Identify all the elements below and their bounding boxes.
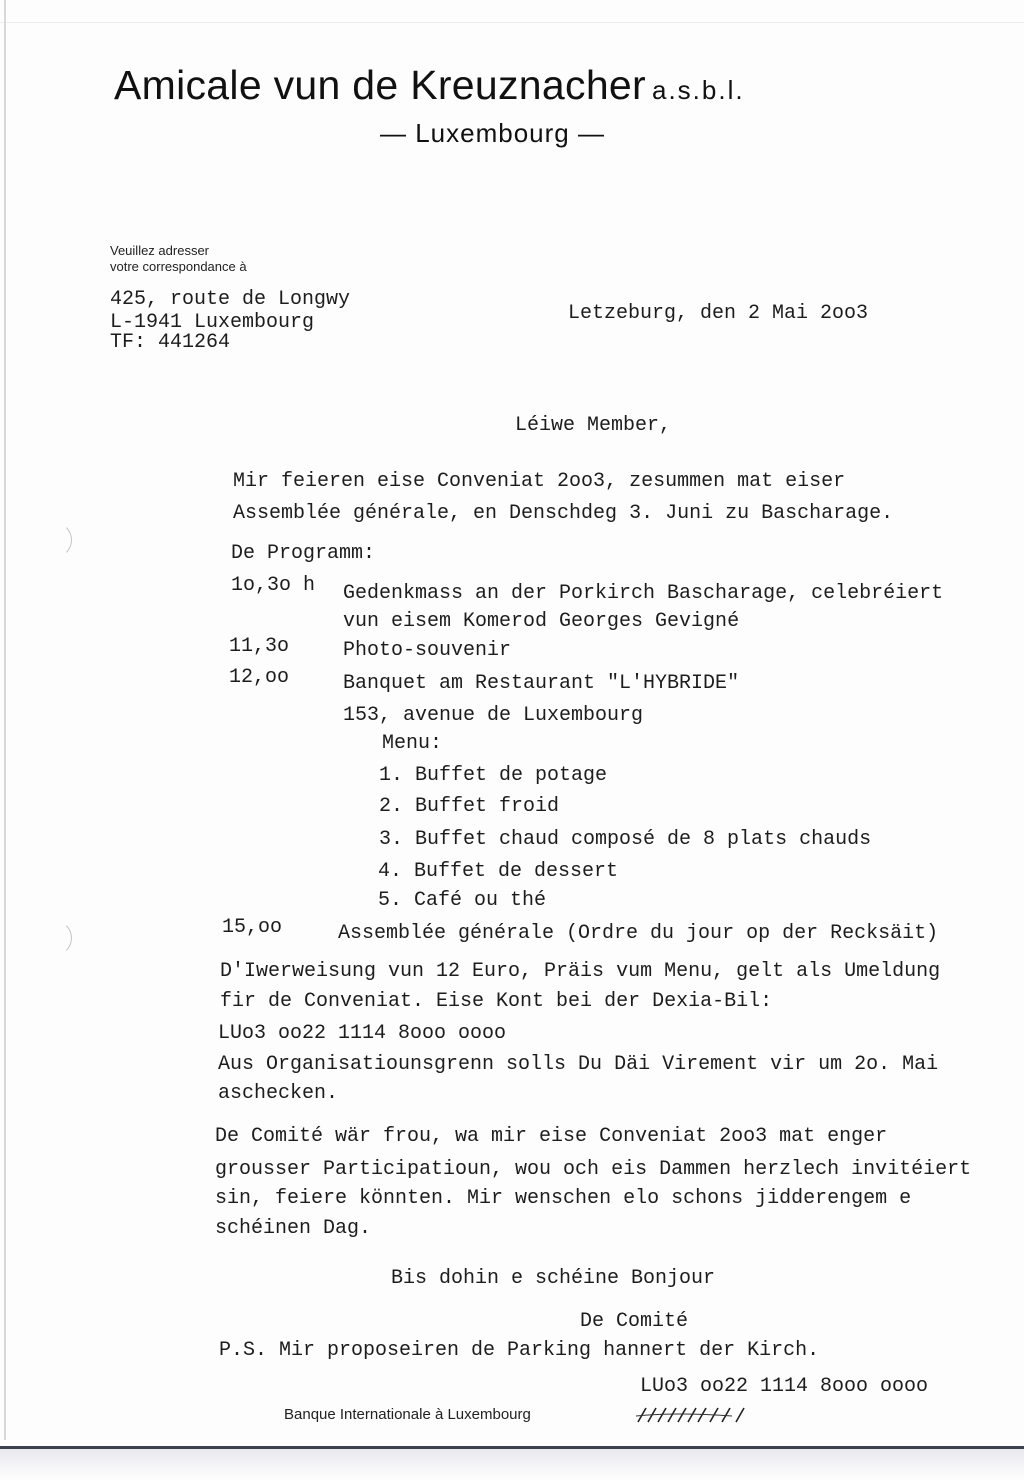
- payment-line: aschecken.: [218, 1082, 339, 1105]
- punch-hole-mark: [36, 522, 72, 558]
- menu-item: 5. Café ou thé: [378, 889, 547, 912]
- program-item-text: Gedenkmass an der Porkirch Bascharage, celebréiert: [343, 582, 944, 605]
- page-left-edge: [4, 0, 6, 1440]
- address-street: 425, route de Longwy: [110, 288, 351, 311]
- menu-item: 3. Buffet chaud composé de 8 plats chauds: [379, 828, 872, 851]
- date-line: Letzeburg, den 2 Mai 2oo3: [568, 302, 869, 325]
- footer-account-number: LUo3 oo22 1114 8ooo oooo: [640, 1375, 929, 1398]
- program-time: 11,3o: [229, 635, 290, 658]
- bank-account-number: LUo3 oo22 1114 8ooo oooo: [218, 1022, 507, 1045]
- correspondence-label-line2: votre correspondance à: [110, 259, 247, 274]
- salutation: Léiwe Member,: [515, 414, 672, 437]
- organization-title: Amicale vun de Kreuznacher: [114, 62, 646, 108]
- page-top-edge: [0, 22, 1024, 23]
- menu-heading: Menu:: [382, 732, 443, 755]
- farewell: Bis dohin e schéine Bonjour: [391, 1267, 716, 1290]
- organization-suffix: a.s.b.l.: [651, 75, 745, 105]
- postscript: P.S. Mir proposeiren de Parking hannert der Kirch.: [219, 1339, 820, 1362]
- address-phone: TF: 441264: [110, 331, 231, 354]
- closing-line: sin, feiere könnten. Mir wenschen elo schons jidderengem e: [215, 1187, 912, 1210]
- program-item-text: vun eisem Komerod Georges Gevigné: [343, 610, 740, 633]
- program-item-text: Banquet am Restaurant "L'HYBRIDE": [343, 672, 740, 695]
- scan-bottom-shadow: [0, 1449, 1024, 1482]
- closing-line: De Comité wär frou, wa mir eise Conveniat 2oo3 mat enger: [215, 1125, 888, 1148]
- address-postal: L-1941 Luxembourg: [110, 311, 315, 334]
- organization-name: [114, 62, 745, 109]
- punch-hole-mark: [36, 920, 72, 956]
- organization-city: — Luxembourg —: [380, 118, 605, 148]
- correspondence-label-line1: Veuillez adresser: [110, 243, 209, 258]
- program-time: 12,oo: [229, 666, 290, 689]
- program-time: 15,oo: [222, 916, 283, 939]
- menu-item: 2. Buffet froid: [379, 795, 560, 818]
- menu-item: 4. Buffet de dessert: [378, 860, 619, 883]
- program-item-text: Assemblée générale (Ordre du jour op der Recksäit): [338, 922, 939, 945]
- program-heading: De Programm:: [231, 542, 376, 565]
- menu-item: 1. Buffet de potage: [379, 764, 608, 787]
- struck-through-handwriting: [636, 1404, 756, 1426]
- signature: De Comité: [580, 1310, 689, 1333]
- footer-bank-name: Banque Internationale à Luxembourg: [284, 1406, 531, 1423]
- program-item-text: Photo-souvenir: [343, 639, 512, 662]
- program-item-text: 153, avenue de Luxembourg: [343, 704, 644, 727]
- program-time: 1o,3o h: [231, 574, 316, 597]
- closing-line: schéinen Dag.: [215, 1217, 372, 1240]
- payment-line: Aus Organisatiounsgrenn solls Du Däi Virement vir um 2o. Mai: [218, 1053, 939, 1076]
- intro-line: Mir feieren eise Conveniat 2oo3, zesummen mat eiser: [233, 470, 846, 493]
- closing-line: grousser Participatioun, wou och eis Dammen herzlech invitéiert: [215, 1158, 972, 1181]
- intro-line: Assemblée générale, en Denschdeg 3. Juni zu Bascharage.: [233, 502, 894, 525]
- payment-line: fir de Conveniat. Eise Kont bei der Dexia-Bil:: [220, 990, 773, 1013]
- payment-line: D'Iwerweisung vun 12 Euro, Präis vum Menu, gelt als Umeldung: [220, 960, 941, 983]
